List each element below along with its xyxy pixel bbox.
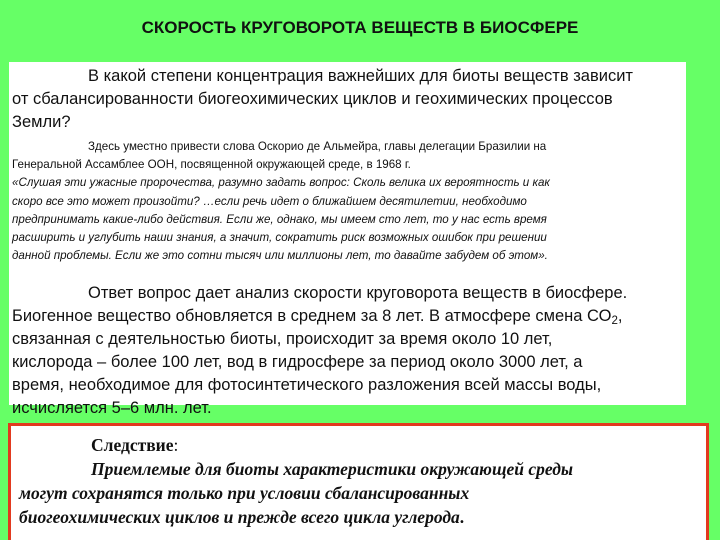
quote-line: Генеральной Ассамблее ООН, посвященной окружающей среде, в 1968 г. [12,158,411,172]
answer-line: время, необходимое для фотосинтетического разложения всей массы воды, [12,376,602,395]
conclusion-line [19,457,706,481]
answer-line: исчисляется 5–6 млн. лет. [12,399,212,418]
answer-line-end: , [617,307,623,326]
question-line: В какой степени концентрация важнейших для биоты веществ зависит [88,67,633,85]
quote-line: «Слушая эти ужасные пророчества, разумно задать вопрос: Сколь велика их вероятность и как [12,176,550,190]
co2-subscript: 2 [611,315,618,328]
conclusion-period: . [459,507,465,527]
answer-line: Биогенное вещество обновляется в среднем за 8 лет. В атмосфере смена СО [12,307,612,326]
conclusion-heading-colon: : [173,435,179,455]
main-text-box [9,62,686,418]
answer-paragraph [12,282,686,420]
conclusion-heading [19,433,706,457]
answer-line: кислорода – более 100 лет, вод в гидросфере за период около 3000 лет, а [12,353,583,372]
conclusion-line-text: Приемлемые для биоты характеристики окружающей среды [91,459,574,479]
conclusion-line [19,505,706,529]
answer-line: связанная с деятельностью биоты, происходит за время около 10 лет, [12,330,553,349]
conclusion-box [8,423,709,540]
quote-line: скоро все это может произойти? …если речь идет о ближайшем десятилетии, необходимо [12,194,527,208]
conclusion-heading-text: Следствие [91,435,174,455]
question-paragraph [12,65,686,134]
question-line: Земли? [12,113,71,131]
page-title: СКОРОСТЬ КРУГОВОРОТА ВЕЩЕСТВ В БИОСФЕРЕ [141,18,579,37]
question-line: от сбалансированности биогеохимических циклов и геохимических процессов [12,90,613,108]
conclusion-line-text: биогеохимических циклов и прежде всего цикла углерода [19,507,460,527]
answer-line: Ответ вопрос дает анализ скорости круговорота веществ в биосфере. [88,284,628,303]
quote-line: расширить и углубить наши знания, а значит, сократить риск возможных ошибок при решении [12,231,547,245]
quote-line: предпринимать какие-либо действия. Если же, однако, мы имеем сто лет, то у нас есть время [12,212,547,226]
conclusion-line-text: могут сохранятся только при условии сбалансированных [19,483,470,503]
quote-paragraph [12,138,686,265]
conclusion-line [19,481,706,505]
quote-line: данной проблемы. Если же это сотни тысяч или миллионы лет, то давайте забудем об этом». [12,249,548,263]
quote-line: Здесь уместно привести слова Оскорио де Альмейра, главы делегации Бразилии на [88,140,547,153]
